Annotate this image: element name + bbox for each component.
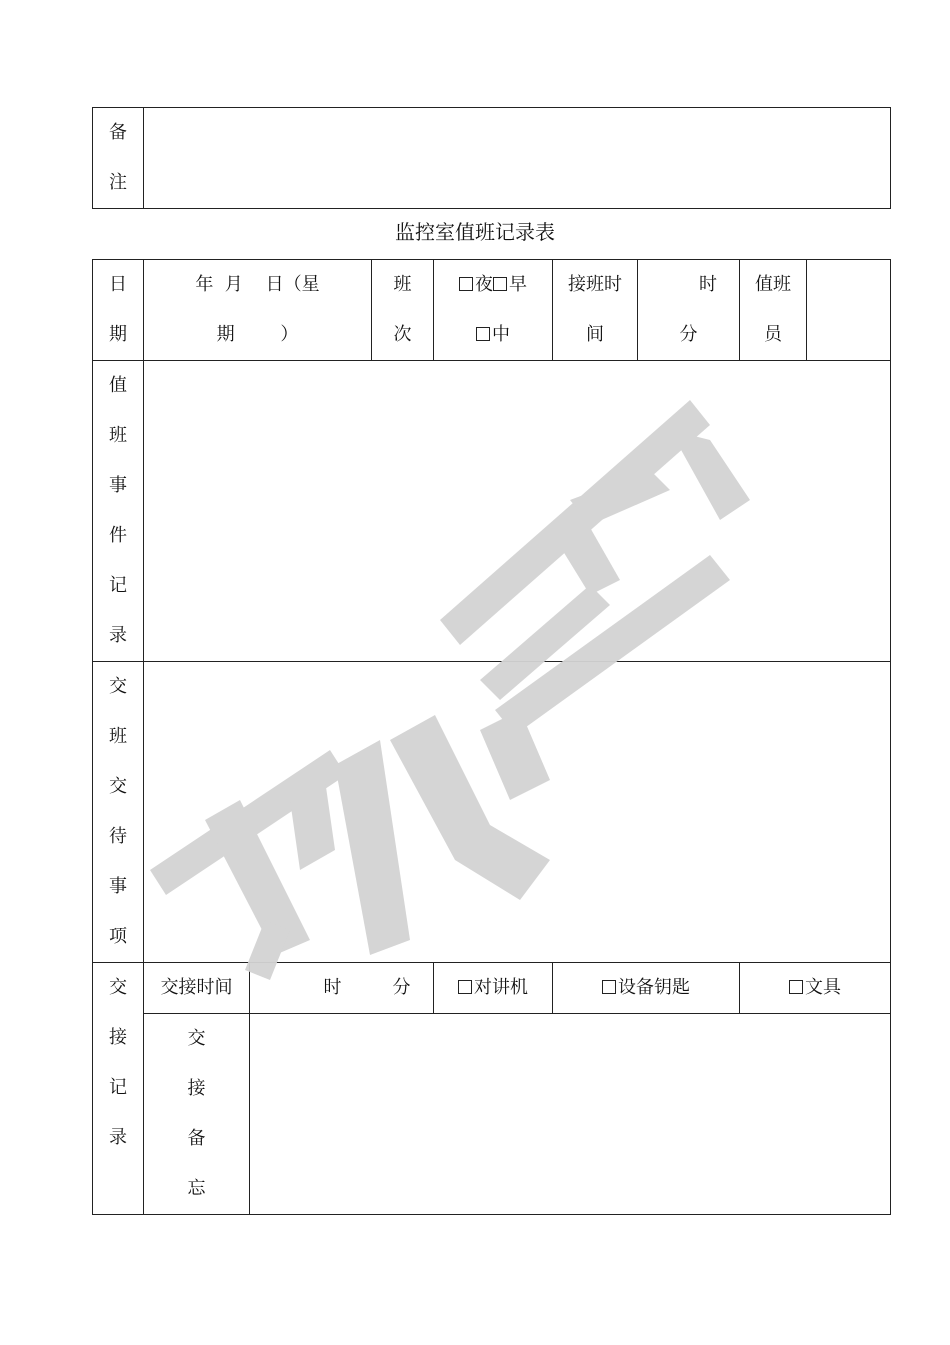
remarks-table [92, 107, 891, 209]
duty-staff-label [740, 260, 807, 361]
shift-night-option[interactable] [459, 274, 493, 295]
duty-events-field[interactable] [144, 361, 891, 662]
label-char: 交 [109, 776, 127, 797]
checkbox-icon[interactable] [476, 327, 490, 341]
checkbox-icon[interactable] [458, 980, 472, 994]
shift-label-char: 次 [393, 324, 412, 345]
shift-middle-option[interactable] [476, 324, 510, 345]
handover-pending-field[interactable] [144, 662, 891, 963]
handover-time-label [553, 260, 638, 361]
date-line-2: 期 ） [216, 324, 299, 345]
hour-label: 时 [323, 977, 342, 998]
duty-events-label [93, 361, 144, 662]
date-label-char: 期 [109, 324, 127, 345]
checkbox-icon[interactable] [602, 980, 616, 994]
duty-staff-field[interactable] [807, 260, 891, 361]
label-char: 班 [109, 425, 127, 446]
handover-memo-field[interactable] [250, 1014, 891, 1215]
label-char: 录 [109, 625, 127, 646]
page-title: 监控室值班记录表 [395, 220, 555, 244]
label-char: 接 [109, 1027, 127, 1048]
handover-time-label-line: 间 [586, 324, 604, 345]
remarks-field[interactable] [144, 108, 891, 209]
label-char: 事 [109, 475, 127, 496]
minute-label: 分 [392, 977, 411, 998]
handover-time-label-line: 接班时 [568, 274, 622, 295]
checkbox-icon[interactable] [789, 980, 803, 994]
label-char: 忘 [187, 1178, 206, 1199]
duty-record-table [92, 259, 891, 1215]
handover-memo-label [144, 1014, 250, 1215]
label-char: 记 [109, 1077, 127, 1098]
shift-label-char: 班 [393, 274, 412, 295]
item-label: 设备钥匙 [618, 977, 690, 998]
checkbox-icon[interactable] [459, 277, 473, 291]
hour-label: 时 [699, 274, 717, 295]
shift-morning-label: 早 [509, 274, 527, 295]
minute-label: 分 [679, 324, 698, 345]
label-char: 待 [109, 826, 127, 847]
item-stationery[interactable] [740, 963, 891, 1014]
label-char: 接 [187, 1078, 206, 1099]
shift-options [434, 260, 553, 361]
label-char: 件 [109, 525, 127, 546]
item-label: 文具 [805, 977, 841, 998]
label-char: 交 [109, 977, 127, 998]
label-char: 项 [109, 926, 127, 947]
label-char: 事 [109, 876, 127, 897]
item-equipment-keys[interactable] [553, 963, 740, 1014]
handover-time-field-2[interactable] [250, 963, 434, 1014]
label-char: 交 [109, 676, 127, 697]
date-line-1: 年 月 日（星 [195, 274, 320, 295]
label-char: 备 [187, 1128, 206, 1149]
item-walkie-talkie[interactable] [434, 963, 553, 1014]
item-label: 对讲机 [474, 977, 528, 998]
shift-middle-label: 中 [492, 324, 510, 345]
handover-time-label-2: 交接时间 [144, 963, 250, 1014]
duty-staff-label-line: 员 [764, 324, 782, 345]
handover-pending-label [93, 662, 144, 963]
handover-record-label [93, 963, 144, 1215]
shift-night-label: 夜 [475, 274, 493, 295]
label-char: 交 [187, 1028, 206, 1049]
remarks-label [93, 108, 144, 209]
handover-time-field[interactable] [638, 260, 740, 361]
label-char: 记 [109, 575, 127, 596]
shift-morning-option[interactable] [493, 274, 527, 295]
checkbox-icon[interactable] [493, 277, 507, 291]
label-char: 值 [109, 375, 127, 396]
shift-label [372, 260, 434, 361]
date-label [93, 260, 144, 361]
remarks-label-char: 备 [109, 122, 127, 143]
label-char: 录 [109, 1127, 127, 1148]
label-char: 班 [109, 726, 127, 747]
date-field[interactable] [144, 260, 372, 361]
duty-staff-label-line: 值班 [755, 274, 791, 295]
date-label-char: 日 [109, 274, 127, 295]
remarks-label-char: 注 [109, 172, 127, 193]
